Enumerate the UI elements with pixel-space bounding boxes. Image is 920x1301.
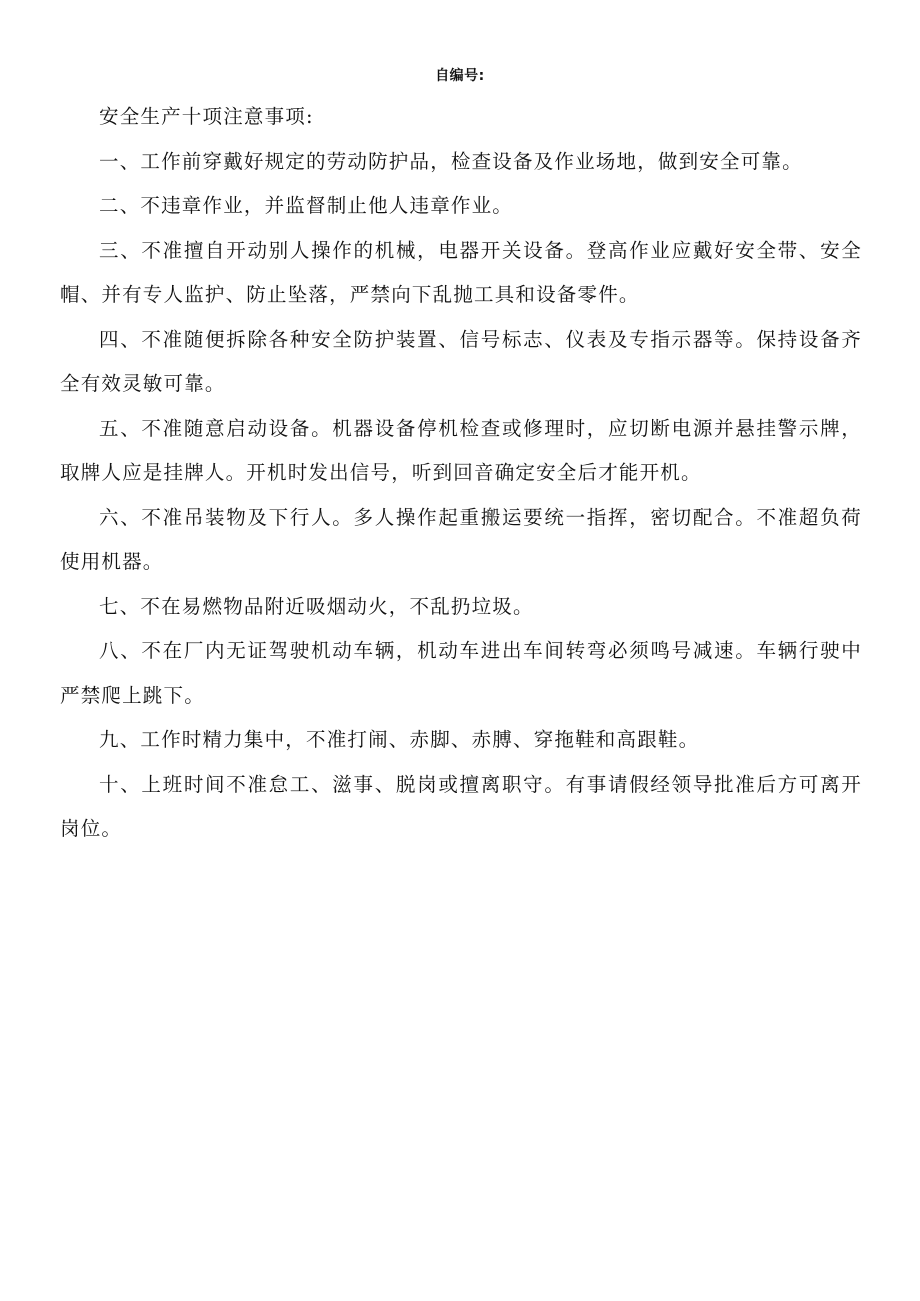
list-item-5: 五、不准随意启动设备。机器设备停机检查或修理时，应切断电源并悬挂警示牌，取牌人应是挂牌人。开机时发出信号，听到回音确定安全后才能开机。	[60, 416, 862, 484]
list-item-3: 三、不准擅自开动别人操作的机械，电器开关设备。登高作业应戴好安全带、安全帽、并有专人监护、防止坠落，严禁向下乱抛工具和设备零件。	[60, 238, 862, 306]
list-item-2: 二、不违章作业，并监督制止他人违章作业。	[99, 194, 514, 217]
document-title: 安全生产十项注意事项:	[99, 105, 314, 128]
list-item-4: 四、不准随便拆除各种安全防护装置、信号标志、仪表及专指示器等。保持设备齐全有效灵敏可靠。	[60, 327, 862, 395]
list-item-9: 九、工作时精力集中，不准打闹、赤脚、赤膊、穿拖鞋和高跟鞋。	[99, 728, 700, 751]
list-item-1: 一、工作前穿戴好规定的劳动防护品，检查设备及作业场地，做到安全可靠。	[99, 149, 803, 173]
doc-number-label: 自编号:	[435, 68, 485, 84]
list-item-8: 八、不在厂内无证驾驶机动车辆，机动车进出车间转弯必须鸣号减速。车辆行驶中严禁爬上跳下。	[60, 639, 862, 707]
document-body	[60, 95, 862, 852]
list-item-7: 七、不在易燃物品附近吸烟动火，不乱扔垃圾。	[99, 594, 534, 618]
list-item-6: 六、不准吊装物及下行人。多人操作起重搬运要统一指挥，密切配合。不准超负荷使用机器。	[60, 505, 862, 573]
list-item-10: 十、上班时间不准怠工、滋事、脱岗或擅离职守。有事请假经领导批准后方可离开岗位。	[60, 772, 862, 840]
